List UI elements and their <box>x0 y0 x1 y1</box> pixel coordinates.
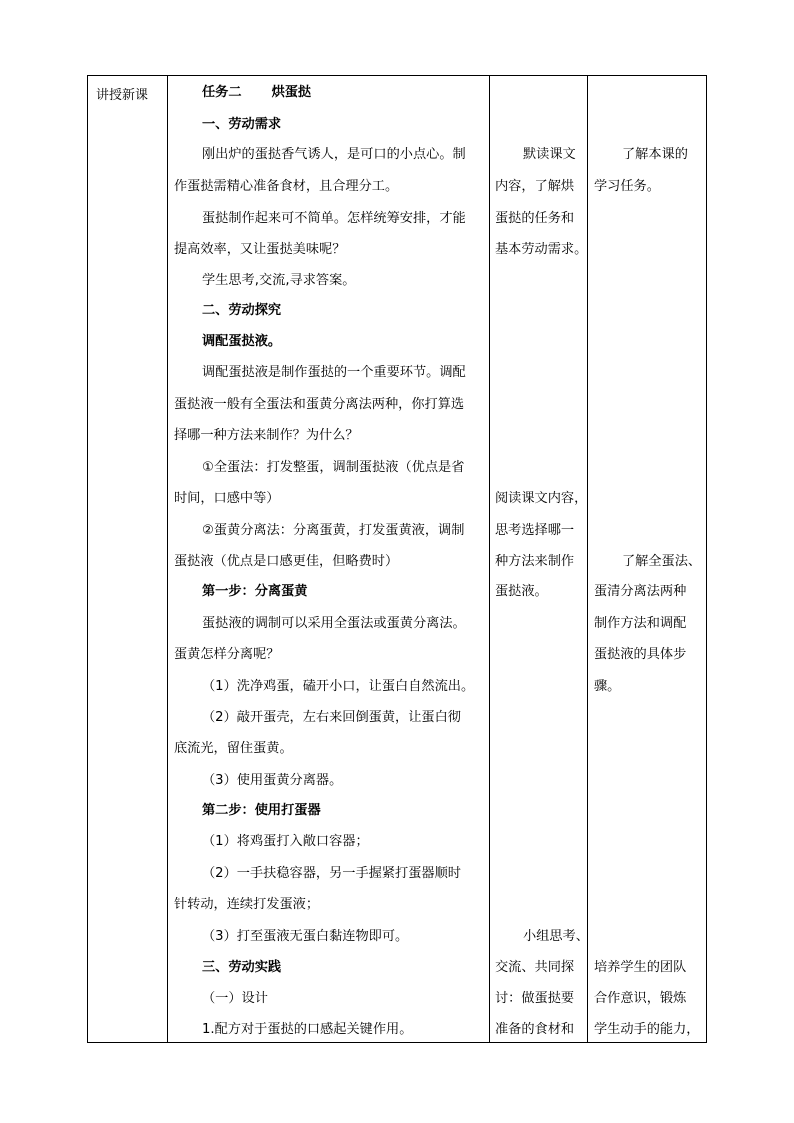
paragraph-line: 调配蛋挞液是制作蛋挞的一个重要环节。调配 <box>202 365 466 380</box>
subheading-mix: 调配蛋挞液。 <box>202 334 282 349</box>
paragraph-line: 蛋挞液的调制可以采用全蛋法或蛋黄分离法。 <box>202 616 466 631</box>
student-text-line: 基本劳动需求。 <box>495 242 588 257</box>
list-item: （2）一手扶稳容器，另一手握紧打蛋器顺时 <box>202 866 461 881</box>
paragraph-line: 择哪一种方法来制作？为什么？ <box>174 428 359 443</box>
student-activity-cell <box>490 76 587 1042</box>
intent-text-line: 了解全蛋法、 <box>622 554 702 569</box>
step-two-heading: 第二步：使用打蛋器 <box>202 803 321 818</box>
paragraph-line: ②蛋黄分离法：分离蛋黄，打发蛋黄液，调制 <box>202 523 465 538</box>
heading-labor-inquiry: 二、劳动探究 <box>202 303 282 318</box>
paragraph-line: ①全蛋法：打发整蛋，调制蛋挞液（优点是省 <box>202 460 465 475</box>
paragraph-line: 底流光，留住蛋黄。 <box>174 741 293 756</box>
task-number: 任务二 <box>202 85 242 100</box>
intent-text-line: 了解本课的 <box>622 147 688 162</box>
student-text-line: 小组思考、 <box>523 929 589 944</box>
student-text-line: 种方法来制作 <box>495 554 575 569</box>
student-text-line: 内容，了解烘 <box>495 179 575 194</box>
paragraph-line: 蛋挞制作起来可不简单。怎样统筹安排，才能 <box>202 211 466 226</box>
intent-text-line: 学习任务。 <box>594 179 660 194</box>
list-item: （2）敲开蛋壳，左右来回倒蛋黄，让蛋白彻 <box>202 710 461 725</box>
list-item: （1）洗净鸡蛋，磕开小口，让蛋白自然流出。 <box>202 679 475 694</box>
student-text-line: 蛋挞液。 <box>495 584 548 599</box>
intent-text-line: 学生动手的能力， <box>594 1022 700 1037</box>
paragraph-line: 学生思考,交流,寻求答案。 <box>202 273 356 288</box>
paragraph-line: 蛋挞液（优点是口感更佳，但略费时） <box>174 554 399 569</box>
intent-text-line: 培养学生的团队 <box>594 960 687 975</box>
teacher-content-cell <box>168 76 489 1042</box>
paragraph-line: 时间，口感中等） <box>174 491 280 506</box>
paragraph-line: 蛋挞液一般有全蛋法和蛋黄分离法两种，你打算选 <box>174 397 465 412</box>
task-name: 烘蛋挞 <box>271 85 312 100</box>
paragraph-line: 蛋黄怎样分离呢？ <box>174 647 280 662</box>
paragraph-line: 刚出炉的蛋挞香气诱人，是可口的小点心。制 <box>202 147 466 162</box>
intent-text-line: 骤。 <box>594 679 621 694</box>
intent-text-line: 制作方法和调配 <box>594 616 687 631</box>
lesson-table <box>87 75 707 1043</box>
student-text-line: 交流、共同探 <box>495 960 575 975</box>
paragraph-line: 提高效率，又让蛋挞美味呢？ <box>174 242 346 257</box>
intent-text-line: 蛋挞液的具体步 <box>594 647 687 662</box>
section-label: 讲授新课 <box>96 88 149 103</box>
paragraph-line: 针转动，连续打发蛋液； <box>174 897 320 912</box>
heading-labor-practice: 三、劳动实践 <box>202 960 282 975</box>
heading-labor-demand: 一、劳动需求 <box>202 117 282 132</box>
section-cell <box>88 76 167 1042</box>
student-text-line: 准备的食材和 <box>495 1022 575 1037</box>
student-text-line: 讨：做蛋挞要 <box>495 991 575 1006</box>
subheading-design: （一）设计 <box>202 991 268 1006</box>
design-intent-cell <box>588 76 706 1042</box>
step-one-heading: 第一步：分离蛋黄 <box>202 584 308 599</box>
student-text-line: 默读课文 <box>523 147 576 162</box>
paragraph-line: 1.配方对于蛋挞的口感起关键作用。 <box>202 1022 413 1037</box>
student-text-line: 阅读课文内容， <box>495 491 588 506</box>
intent-text-line: 合作意识，锻炼 <box>594 991 687 1006</box>
student-text-line: 蛋挞的任务和 <box>495 211 575 226</box>
list-item: （3）打至蛋液无蛋白黏连物即可。 <box>202 929 409 944</box>
list-item: （3）使用蛋黄分离器。 <box>202 773 343 788</box>
student-text-line: 思考选择哪一 <box>495 523 575 538</box>
intent-text-line: 蛋清分离法两种 <box>594 584 687 599</box>
paragraph-line: 作蛋挞需精心准备食材，且合理分工。 <box>174 179 399 194</box>
list-item: （1）将鸡蛋打入敞口容器； <box>202 834 369 849</box>
task-title <box>202 84 311 102</box>
